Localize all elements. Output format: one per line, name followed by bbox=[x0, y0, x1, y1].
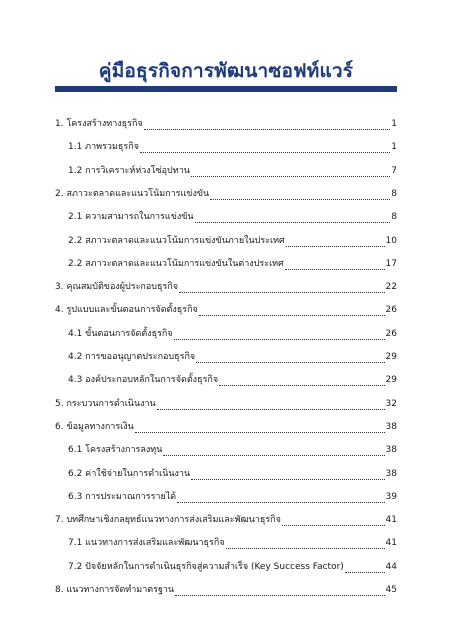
toc-subentry[interactable] bbox=[68, 139, 397, 153]
toc-subentry[interactable] bbox=[68, 256, 397, 270]
toc-entry-label: 4.2 การขออนุญาตประกอบธุรกิจ bbox=[68, 352, 196, 362]
toc-entry-label: 1. โครงสร้างทางธุรกิจ bbox=[55, 119, 143, 129]
toc-page-number: 45 bbox=[385, 585, 397, 595]
toc-entry[interactable] bbox=[55, 186, 397, 200]
toc-subentry[interactable] bbox=[68, 163, 397, 177]
toc-entry-label: 6.1 โครงสร้างการลงทุน bbox=[68, 445, 163, 456]
toc-entry[interactable] bbox=[55, 512, 397, 526]
toc-page-number: 1 bbox=[391, 119, 397, 129]
toc-page-number: 8 bbox=[391, 188, 397, 199]
toc-dot-leader bbox=[282, 516, 385, 526]
toc-page-number: 38 bbox=[385, 445, 397, 456]
toc-dot-leader bbox=[345, 563, 385, 573]
toc-entry-label: 6.2 ค่าใช้จ่ายในการดำเนินงาน bbox=[68, 468, 191, 479]
toc-dot-leader bbox=[196, 353, 384, 363]
toc-dot-leader bbox=[175, 586, 384, 596]
toc-page-number: 1 bbox=[391, 142, 397, 153]
toc-dot-leader bbox=[199, 306, 385, 316]
toc-subentry[interactable] bbox=[68, 349, 397, 363]
toc-entry-label: 7.1 แนวทางการส่งเสริมและพัฒนาธุรกิจ bbox=[68, 538, 225, 549]
toc-entry-label: 1.2 การวิเคราะห์ห่วงโซ่อุปทาน bbox=[68, 165, 190, 176]
toc-dot-leader bbox=[219, 376, 384, 386]
toc-subentry[interactable] bbox=[68, 326, 397, 340]
toc-entry[interactable] bbox=[55, 279, 397, 293]
toc-dot-leader bbox=[135, 423, 385, 433]
toc-dot-leader bbox=[195, 213, 391, 223]
toc-page-number: 29 bbox=[385, 375, 397, 386]
toc-entry-label: 2. สภาวะตลาดและแนวโน้มการแข่งขัน bbox=[55, 188, 210, 199]
toc-entry-label: 6.3 การประมาณการรายได้ bbox=[68, 491, 177, 502]
toc-entry[interactable] bbox=[55, 116, 397, 130]
toc-page-number: 22 bbox=[385, 282, 397, 293]
toc-entry-label: 4.1 ขั้นตอนการจัดตั้งธุรกิจ bbox=[68, 328, 173, 339]
toc-entry-label: 7. บทศึกษาเชิงกลยุทธ์แนวทางการส่งเสริมและพัฒนาธุรกิจ bbox=[55, 515, 281, 526]
toc-page-number: 8 bbox=[391, 212, 397, 223]
toc-dot-leader bbox=[285, 260, 385, 270]
toc-subentry[interactable] bbox=[68, 466, 397, 480]
toc-dot-leader bbox=[177, 493, 384, 503]
toc-subentry[interactable] bbox=[68, 442, 397, 456]
document-title: คู่มือธุรกิจการพัฒนาซอฟท์แวร์ bbox=[98, 60, 354, 82]
toc-dot-leader bbox=[174, 330, 385, 340]
toc-page-number: 32 bbox=[385, 398, 397, 409]
toc-page-number: 39 bbox=[385, 491, 397, 502]
toc-page-number: 17 bbox=[385, 258, 397, 269]
toc-page-number: 41 bbox=[385, 515, 397, 526]
toc-dot-leader bbox=[191, 470, 384, 480]
toc-page-number: 26 bbox=[385, 328, 397, 339]
toc-page-number: 10 bbox=[385, 235, 397, 246]
toc-dot-leader bbox=[163, 446, 384, 456]
toc-dot-leader bbox=[140, 143, 390, 153]
toc-entry-label: 1.1 ภาพรวมธุรกิจ bbox=[68, 142, 139, 153]
toc-dot-leader bbox=[286, 237, 385, 247]
toc-subentry[interactable] bbox=[68, 535, 397, 549]
toc-entry[interactable] bbox=[55, 582, 397, 596]
toc-subentry[interactable] bbox=[68, 489, 397, 503]
toc-dot-leader bbox=[144, 120, 391, 130]
toc-entry-label: 2.2 สภาวะตลาดและแนวโน้มการแข่งขันภายในประเทศ bbox=[68, 235, 285, 246]
toc-subentry[interactable] bbox=[68, 372, 397, 386]
toc-entry-label: 2.2 สภาวะตลาดและแนวโน้มการแข่งขันในต่างประเทศ bbox=[68, 258, 284, 269]
toc-page-number: 38 bbox=[385, 421, 397, 432]
toc-entry-label: 6. ข้อมูลทางการเงิน bbox=[55, 421, 134, 432]
toc-entry[interactable] bbox=[55, 419, 397, 433]
toc-page-number: 44 bbox=[385, 561, 397, 572]
toc-page-number: 41 bbox=[385, 538, 397, 549]
title-underline-bar bbox=[55, 86, 397, 92]
toc-entry-label: 2.1 ความสามารถในการแข่งขัน bbox=[68, 212, 194, 223]
toc-subentry[interactable] bbox=[68, 209, 397, 223]
toc-dot-leader bbox=[226, 539, 385, 549]
toc-entry-label: 8. แนวทางการจัดทำมาตรฐาน bbox=[55, 585, 175, 595]
toc-page-number: 26 bbox=[385, 305, 397, 316]
toc-page-number: 38 bbox=[385, 468, 397, 479]
toc-entry-label: 4. รูปแบบและขั้นตอนการจัดตั้งธุรกิจ bbox=[55, 305, 198, 316]
toc-dot-leader bbox=[191, 167, 390, 177]
toc-entry-label: 7.2 ปัจจัยหลักในการดำเนินธุรกิจสู่ความสำเร็จ (Key Success Factor) bbox=[68, 561, 344, 572]
toc-subentry[interactable] bbox=[68, 559, 397, 573]
toc-entry[interactable] bbox=[55, 302, 397, 316]
toc-entry-label: 3. คุณสมบัติของผู้ประกอบธุรกิจ bbox=[55, 282, 179, 293]
toc-page-number: 29 bbox=[385, 352, 397, 362]
toc-page-number: 7 bbox=[391, 165, 397, 176]
toc-subentry[interactable] bbox=[68, 233, 397, 247]
toc-entry-label: 4.3 องค์ประกอบหลักในการจัดตั้งธุรกิจ bbox=[68, 375, 219, 386]
toc-dot-leader bbox=[210, 190, 390, 200]
toc-dot-leader bbox=[179, 283, 385, 293]
toc-entry-label: 5. กระบวนการดำเนินงาน bbox=[55, 398, 156, 409]
toc-entry[interactable] bbox=[55, 396, 397, 410]
toc-dot-leader bbox=[157, 400, 385, 410]
